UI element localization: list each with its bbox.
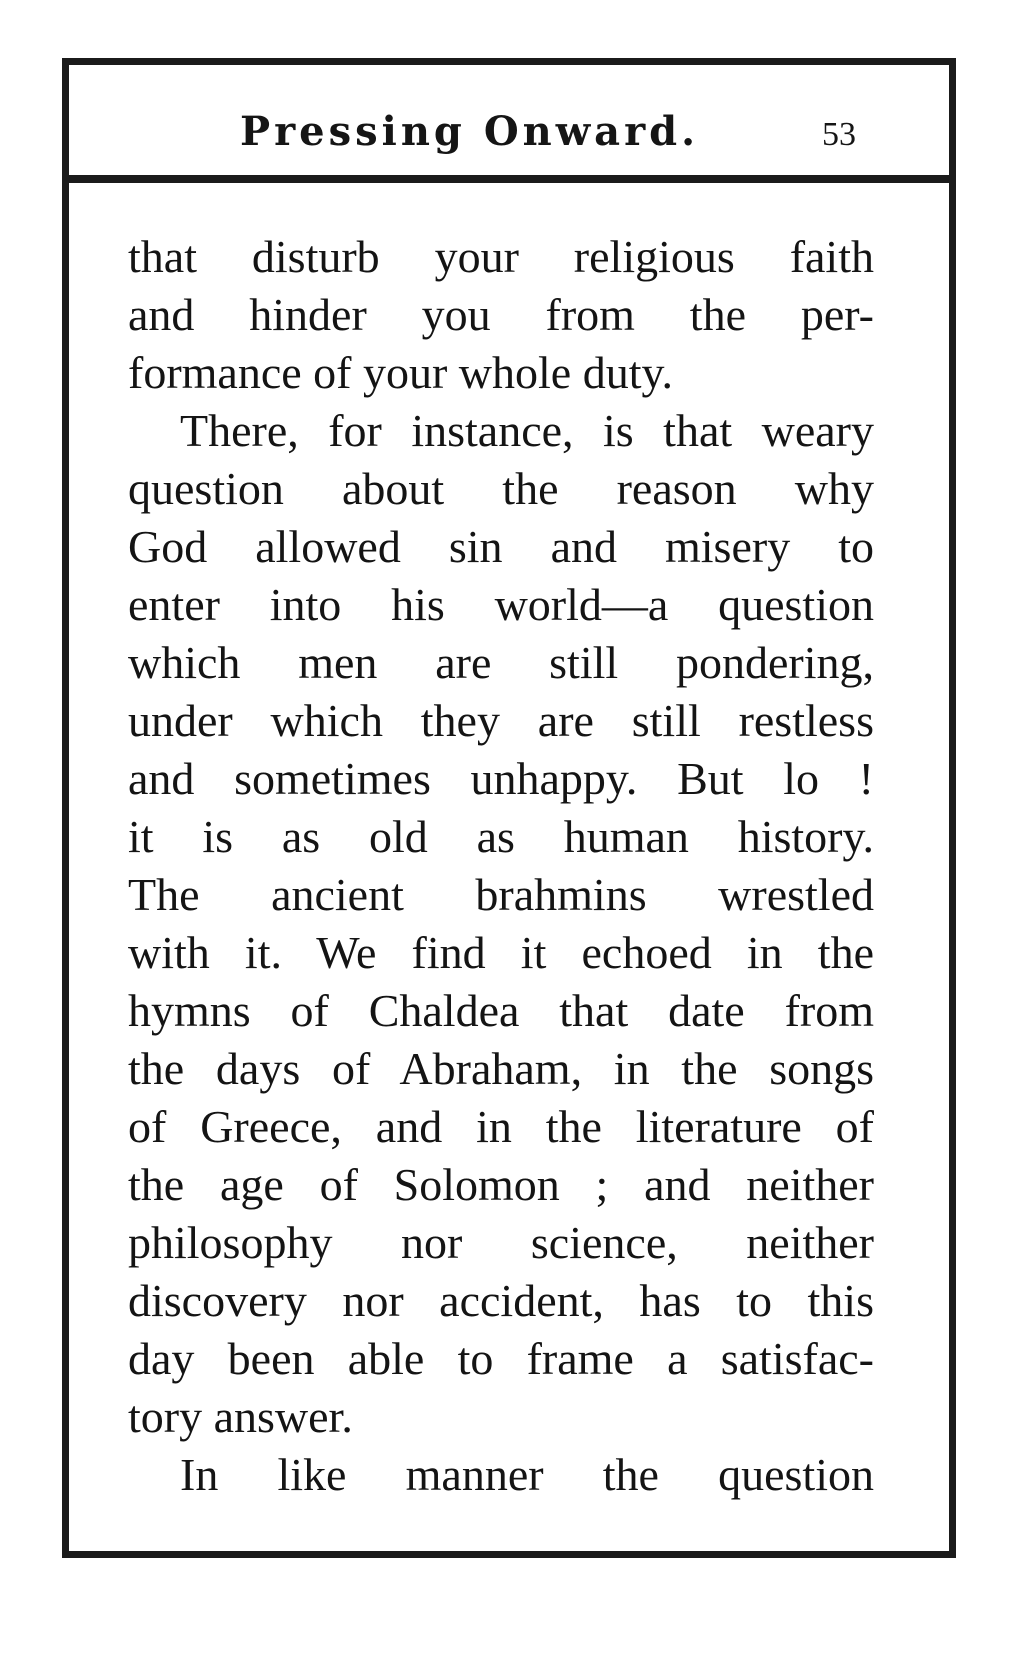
text-line: tory answer. <box>128 1391 353 1442</box>
text-line: enter into his world—a question <box>128 579 874 630</box>
text-line: formance of your whole duty. <box>128 347 674 398</box>
text-line: the days of Abraham, in the songs <box>128 1043 874 1094</box>
text-line: In like manner the question <box>180 1449 874 1500</box>
text-line: that disturb your religious faith <box>128 231 874 282</box>
running-head: Pressing Onward. <box>240 108 700 155</box>
text-line: which men are still pondering, <box>128 637 874 688</box>
text-line: and sometimes unhappy. But lo ! <box>128 753 874 804</box>
text-line: with it. We find it echoed in the <box>128 927 874 978</box>
text-line: under which they are still restless <box>128 695 874 746</box>
text-line: day been able to frame a satisfac- <box>128 1333 874 1384</box>
text-line: There, for instance, is that weary <box>180 405 874 456</box>
body-text <box>128 228 874 1504</box>
text-line: and hinder you from the per- <box>128 289 874 340</box>
text-line: philosophy nor science, neither <box>128 1217 874 1268</box>
page-number: 53 <box>822 116 856 153</box>
text-line: discovery nor accident, has to this <box>128 1275 874 1326</box>
text-line: question about the reason why <box>128 463 874 514</box>
text-line: of Greece, and in the literature of <box>128 1101 874 1152</box>
text-line: it is as old as human history. <box>128 811 874 862</box>
text-line: The ancient brahmins wrestled <box>128 869 874 920</box>
text-line: God allowed sin and misery to <box>128 521 874 572</box>
text-line: the age of Solomon ; and neither <box>128 1159 874 1210</box>
header-rule <box>62 175 956 183</box>
text-line: hymns of Chaldea that date from <box>128 985 874 1036</box>
